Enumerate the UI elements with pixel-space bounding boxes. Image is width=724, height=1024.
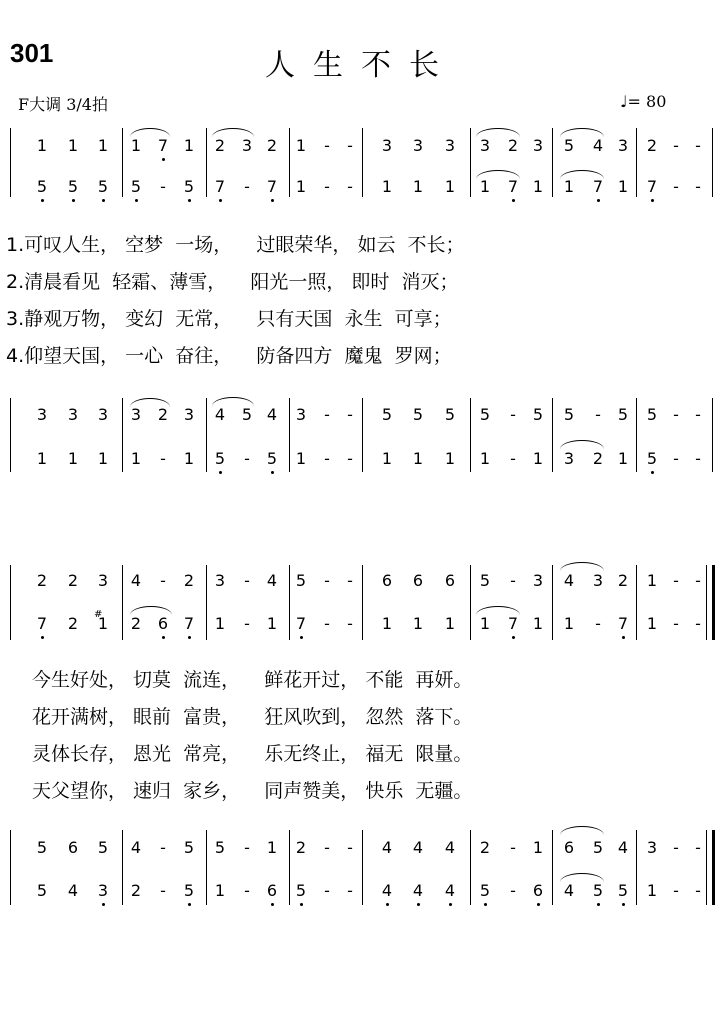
tenor-note: - <box>595 405 601 424</box>
soprano-note: - <box>347 136 353 155</box>
bass-note: 5 <box>266 449 278 468</box>
soprano-note: 5 <box>479 571 491 590</box>
bass-note: 1 <box>36 449 48 468</box>
low-octave-dot <box>484 903 487 906</box>
tenor-note: 3 <box>130 405 142 424</box>
bass-note: 3 <box>97 881 109 900</box>
alto-note: 5 <box>36 177 48 196</box>
low-octave-dot <box>386 903 389 906</box>
low-octave-dot <box>597 199 600 202</box>
alto-note: - <box>347 614 353 633</box>
soprano-note: 6 <box>412 571 424 590</box>
tenor-note: - <box>673 838 679 857</box>
bass-note: 1 <box>214 881 226 900</box>
alto-note: - <box>673 177 679 196</box>
barline <box>636 830 637 905</box>
low-octave-dot <box>72 199 75 202</box>
tenor-note: 5 <box>532 405 544 424</box>
low-octave-dot <box>102 903 105 906</box>
barline <box>10 398 11 472</box>
low-octave-dot <box>622 903 625 906</box>
bass-note: 5 <box>295 881 307 900</box>
bass-note: 1 <box>479 449 491 468</box>
tenor-note: - <box>347 838 353 857</box>
alto-note: - <box>244 614 250 633</box>
tenor-note: 5 <box>412 405 424 424</box>
slur <box>130 398 170 407</box>
bass-note: 5 <box>479 881 491 900</box>
soprano-note: 2 <box>617 571 629 590</box>
bass-note: - <box>673 449 679 468</box>
alto-note: 1 <box>532 177 544 196</box>
bass-note: 4 <box>563 881 575 900</box>
low-octave-dot <box>41 636 44 639</box>
barline <box>206 128 207 197</box>
barline <box>122 565 123 640</box>
bass-note: 6 <box>532 881 544 900</box>
soprano-note: 6 <box>444 571 456 590</box>
barline <box>362 565 363 640</box>
soprano-note: 3 <box>412 136 424 155</box>
slur <box>560 873 604 882</box>
alto-note: 1 <box>97 614 109 633</box>
alto-note: 1 <box>563 614 575 633</box>
bass-note: 6 <box>266 881 278 900</box>
tenor-note: - <box>347 405 353 424</box>
lyric-line: 4.仰望天国， 一心 奋往， 防备四方 魔鬼 罗网； <box>6 345 452 367</box>
soprano-note: 1 <box>67 136 79 155</box>
bass-note: 1 <box>97 449 109 468</box>
bass-note: 4 <box>412 881 424 900</box>
tenor-note: - <box>510 838 516 857</box>
bass-note: 1 <box>444 449 456 468</box>
tenor-note: - <box>324 405 330 424</box>
alto-note: 7 <box>266 177 278 196</box>
tenor-note: 5 <box>241 405 253 424</box>
tenor-note: - <box>695 405 701 424</box>
tenor-note: 4 <box>381 838 393 857</box>
alto-note: - <box>695 177 701 196</box>
bass-note: - <box>347 881 353 900</box>
barline <box>470 398 471 472</box>
low-octave-dot <box>102 199 105 202</box>
alto-note: 7 <box>592 177 604 196</box>
alto-note: 7 <box>36 614 48 633</box>
soprano-note: 3 <box>532 571 544 590</box>
alto-note: 1 <box>295 177 307 196</box>
barline <box>289 830 290 905</box>
alto-note: 1 <box>381 614 393 633</box>
tenor-note: 4 <box>214 405 226 424</box>
soprano-note: 2 <box>36 571 48 590</box>
tenor-note: 5 <box>479 405 491 424</box>
tenor-note: 5 <box>214 838 226 857</box>
low-octave-dot <box>188 903 191 906</box>
alto-note: - <box>347 177 353 196</box>
bass-note: 1 <box>67 449 79 468</box>
alto-note: - <box>695 614 701 633</box>
slur <box>212 128 254 137</box>
tenor-note: 2 <box>295 838 307 857</box>
slur <box>476 170 520 179</box>
tenor-note: - <box>695 838 701 857</box>
alto-note: 7 <box>507 177 519 196</box>
soprano-note: 2 <box>266 136 278 155</box>
tenor-note: 5 <box>646 405 658 424</box>
bass-note: 4 <box>444 881 456 900</box>
soprano-note: 2 <box>646 136 658 155</box>
key-meter: F大调 3/4拍 <box>18 95 108 114</box>
soprano-note: - <box>324 571 330 590</box>
slur <box>476 128 520 137</box>
alto-note: 7 <box>295 614 307 633</box>
alto-note: - <box>244 177 250 196</box>
tenor-note: - <box>510 405 516 424</box>
slur <box>476 606 520 615</box>
tenor-note: 6 <box>67 838 79 857</box>
barline <box>712 565 715 640</box>
bass-note: 4 <box>381 881 393 900</box>
barline <box>706 830 707 905</box>
hymn-number: 301 <box>10 38 54 68</box>
barline <box>712 128 713 197</box>
low-octave-dot <box>41 199 44 202</box>
low-octave-dot <box>162 158 165 161</box>
bass-note: - <box>324 881 330 900</box>
low-octave-dot <box>300 903 303 906</box>
slur <box>130 128 170 137</box>
bass-note: 2 <box>592 449 604 468</box>
bass-note: - <box>244 881 250 900</box>
tenor-note: - <box>673 405 679 424</box>
lyric-line: 天父望你， 速归 家乡， 同声赞美， 快乐 无疆。 <box>32 780 473 802</box>
bass-note: - <box>160 449 166 468</box>
soprano-note: 3 <box>592 571 604 590</box>
tenor-note: 4 <box>444 838 456 857</box>
tenor-note: 5 <box>97 838 109 857</box>
low-octave-dot <box>135 199 138 202</box>
bass-note: 3 <box>563 449 575 468</box>
tenor-note: 3 <box>97 405 109 424</box>
barline <box>206 565 207 640</box>
lyric-line: 今生好处， 切莫 流连， 鲜花开过， 不能 再妍。 <box>32 669 473 691</box>
alto-note: 7 <box>183 614 195 633</box>
tenor-note: 1 <box>532 838 544 857</box>
low-octave-dot <box>188 199 191 202</box>
tenor-note: 3 <box>36 405 48 424</box>
barline <box>470 830 471 905</box>
slur <box>560 128 604 137</box>
tenor-note: 3 <box>295 405 307 424</box>
barline <box>552 565 553 640</box>
soprano-note: 3 <box>444 136 456 155</box>
soprano-note: 5 <box>563 136 575 155</box>
alto-note: 1 <box>444 177 456 196</box>
soprano-note: 4 <box>266 571 278 590</box>
tenor-note: - <box>324 838 330 857</box>
bass-note: - <box>160 881 166 900</box>
bass-note: 1 <box>412 449 424 468</box>
barline <box>289 565 290 640</box>
alto-note: 1 <box>563 177 575 196</box>
bass-note: 2 <box>130 881 142 900</box>
soprano-note: 3 <box>214 571 226 590</box>
soprano-note: - <box>160 571 166 590</box>
alto-note: 1 <box>444 614 456 633</box>
alto-note: 5 <box>183 177 195 196</box>
soprano-note: - <box>695 571 701 590</box>
low-octave-dot <box>219 199 222 202</box>
barline <box>289 398 290 472</box>
barline <box>10 830 11 905</box>
barline <box>636 398 637 472</box>
bass-note: - <box>510 881 516 900</box>
tenor-note: 6 <box>563 838 575 857</box>
soprano-note: - <box>244 571 250 590</box>
bass-note: - <box>324 449 330 468</box>
low-octave-dot <box>537 903 540 906</box>
soprano-note: 6 <box>381 571 393 590</box>
lyric-line: 3.静观万物， 变幻 无常， 只有天国 永生 可享； <box>6 308 452 330</box>
soprano-note: - <box>347 571 353 590</box>
barline <box>712 398 713 472</box>
bass-note: - <box>695 881 701 900</box>
barline <box>362 128 363 197</box>
bass-note: 1 <box>532 449 544 468</box>
bass-note: - <box>244 449 250 468</box>
soprano-note: 2 <box>183 571 195 590</box>
slur <box>560 440 604 449</box>
bass-note: 4 <box>67 881 79 900</box>
low-octave-dot <box>271 471 274 474</box>
alto-note: 1 <box>532 614 544 633</box>
tenor-note: - <box>244 838 250 857</box>
sharp-sign: # <box>94 609 103 620</box>
barline <box>636 128 637 197</box>
low-octave-dot <box>449 903 452 906</box>
soprano-note: 3 <box>479 136 491 155</box>
low-octave-dot <box>597 903 600 906</box>
soprano-note: - <box>695 136 701 155</box>
alto-note: - <box>160 177 166 196</box>
barline <box>10 565 11 640</box>
alto-note: - <box>324 177 330 196</box>
barline <box>362 830 363 905</box>
tenor-note: 5 <box>592 838 604 857</box>
barline <box>122 128 123 197</box>
tenor-note: 4 <box>266 405 278 424</box>
slur <box>560 562 604 571</box>
bass-note: 5 <box>646 449 658 468</box>
alto-note: 7 <box>646 177 658 196</box>
barline <box>470 565 471 640</box>
bass-note: 1 <box>183 449 195 468</box>
soprano-note: 1 <box>646 571 658 590</box>
alto-note: 2 <box>130 614 142 633</box>
low-octave-dot <box>651 471 654 474</box>
barline <box>470 128 471 197</box>
alto-note: 1 <box>266 614 278 633</box>
bass-note: 5 <box>592 881 604 900</box>
bass-note: 5 <box>617 881 629 900</box>
soprano-note: 3 <box>241 136 253 155</box>
alto-note: 6 <box>157 614 169 633</box>
alto-note: 2 <box>67 614 79 633</box>
tempo-marking: ♩= 80 <box>620 92 667 111</box>
tenor-note: 5 <box>36 838 48 857</box>
bass-note: 1 <box>617 449 629 468</box>
bass-note: - <box>347 449 353 468</box>
tenor-note: 3 <box>646 838 658 857</box>
alto-note: 1 <box>479 614 491 633</box>
tenor-note: 4 <box>412 838 424 857</box>
alto-note: 1 <box>214 614 226 633</box>
alto-note: - <box>324 614 330 633</box>
alto-note: 1 <box>412 614 424 633</box>
barline <box>206 398 207 472</box>
barline <box>706 565 707 640</box>
soprano-note: 3 <box>617 136 629 155</box>
tenor-note: 5 <box>563 405 575 424</box>
tenor-note: 4 <box>130 838 142 857</box>
slur <box>212 397 254 406</box>
soprano-note: 1 <box>183 136 195 155</box>
alto-note: 7 <box>507 614 519 633</box>
lyric-line: 2.清晨看见 轻霜、薄雪， 阳光一照， 即时 消灭； <box>6 271 459 293</box>
low-octave-dot <box>188 636 191 639</box>
alto-note: 5 <box>67 177 79 196</box>
barline <box>122 398 123 472</box>
alto-note: 5 <box>130 177 142 196</box>
tenor-note: 5 <box>183 838 195 857</box>
hymn-title: 人生不长 <box>265 48 457 83</box>
tenor-note: 5 <box>444 405 456 424</box>
soprano-note: - <box>673 571 679 590</box>
tenor-note: 2 <box>157 405 169 424</box>
bass-note: 1 <box>295 449 307 468</box>
bass-note: 1 <box>130 449 142 468</box>
barline <box>362 398 363 472</box>
low-octave-dot <box>219 471 222 474</box>
barline <box>552 830 553 905</box>
alto-note: 7 <box>617 614 629 633</box>
bass-note: 1 <box>646 881 658 900</box>
barline <box>712 830 715 905</box>
soprano-note: 5 <box>295 571 307 590</box>
soprano-note: - <box>324 136 330 155</box>
soprano-note: 7 <box>157 136 169 155</box>
soprano-note: 2 <box>214 136 226 155</box>
low-octave-dot <box>417 903 420 906</box>
alto-note: 7 <box>214 177 226 196</box>
soprano-note: - <box>510 571 516 590</box>
low-octave-dot <box>300 636 303 639</box>
low-octave-dot <box>271 903 274 906</box>
soprano-note: 4 <box>563 571 575 590</box>
alto-note: - <box>673 614 679 633</box>
alto-note: 1 <box>381 177 393 196</box>
bass-note: 5 <box>214 449 226 468</box>
lyric-line: 灵体长存， 恩光 常亮， 乐无终止， 福无 限量。 <box>32 743 473 765</box>
alto-note: 1 <box>479 177 491 196</box>
soprano-note: - <box>673 136 679 155</box>
bass-note: - <box>673 881 679 900</box>
barline <box>206 830 207 905</box>
tenor-note: 4 <box>617 838 629 857</box>
barline <box>289 128 290 197</box>
tenor-note: 3 <box>67 405 79 424</box>
low-octave-dot <box>271 199 274 202</box>
alto-note: 5 <box>97 177 109 196</box>
soprano-note: 4 <box>592 136 604 155</box>
alto-note: 1 <box>617 177 629 196</box>
soprano-note: 2 <box>67 571 79 590</box>
soprano-note: 1 <box>295 136 307 155</box>
tenor-note: 5 <box>617 405 629 424</box>
bass-note: 1 <box>381 449 393 468</box>
barline <box>552 398 553 472</box>
tenor-note: 1 <box>266 838 278 857</box>
low-octave-dot <box>651 199 654 202</box>
bass-note: - <box>695 449 701 468</box>
alto-note: 1 <box>646 614 658 633</box>
lyric-line: 1.可叹人生， 空梦 一场， 过眼荣华， 如云 不长； <box>6 234 465 256</box>
soprano-note: 1 <box>97 136 109 155</box>
soprano-note: 4 <box>130 571 142 590</box>
low-octave-dot <box>162 636 165 639</box>
slur <box>560 826 604 835</box>
lyric-line: 花开满树， 眼前 富贵， 狂风吹到， 忽然 落下。 <box>32 706 473 728</box>
slur <box>560 170 604 179</box>
soprano-note: 3 <box>381 136 393 155</box>
alto-note: - <box>595 614 601 633</box>
bass-note: - <box>510 449 516 468</box>
bass-note: 5 <box>183 881 195 900</box>
low-octave-dot <box>512 636 515 639</box>
low-octave-dot <box>622 636 625 639</box>
bass-note: 5 <box>36 881 48 900</box>
soprano-note: 3 <box>97 571 109 590</box>
barline <box>122 830 123 905</box>
low-octave-dot <box>512 199 515 202</box>
tenor-note: 3 <box>183 405 195 424</box>
slur <box>130 606 172 615</box>
soprano-note: 3 <box>532 136 544 155</box>
soprano-note: 2 <box>507 136 519 155</box>
alto-note: 1 <box>412 177 424 196</box>
soprano-note: 1 <box>36 136 48 155</box>
barline <box>636 565 637 640</box>
barline <box>10 128 11 197</box>
tenor-note: 5 <box>381 405 393 424</box>
tenor-note: - <box>160 838 166 857</box>
tenor-note: 2 <box>479 838 491 857</box>
barline <box>552 128 553 197</box>
soprano-note: 1 <box>130 136 142 155</box>
